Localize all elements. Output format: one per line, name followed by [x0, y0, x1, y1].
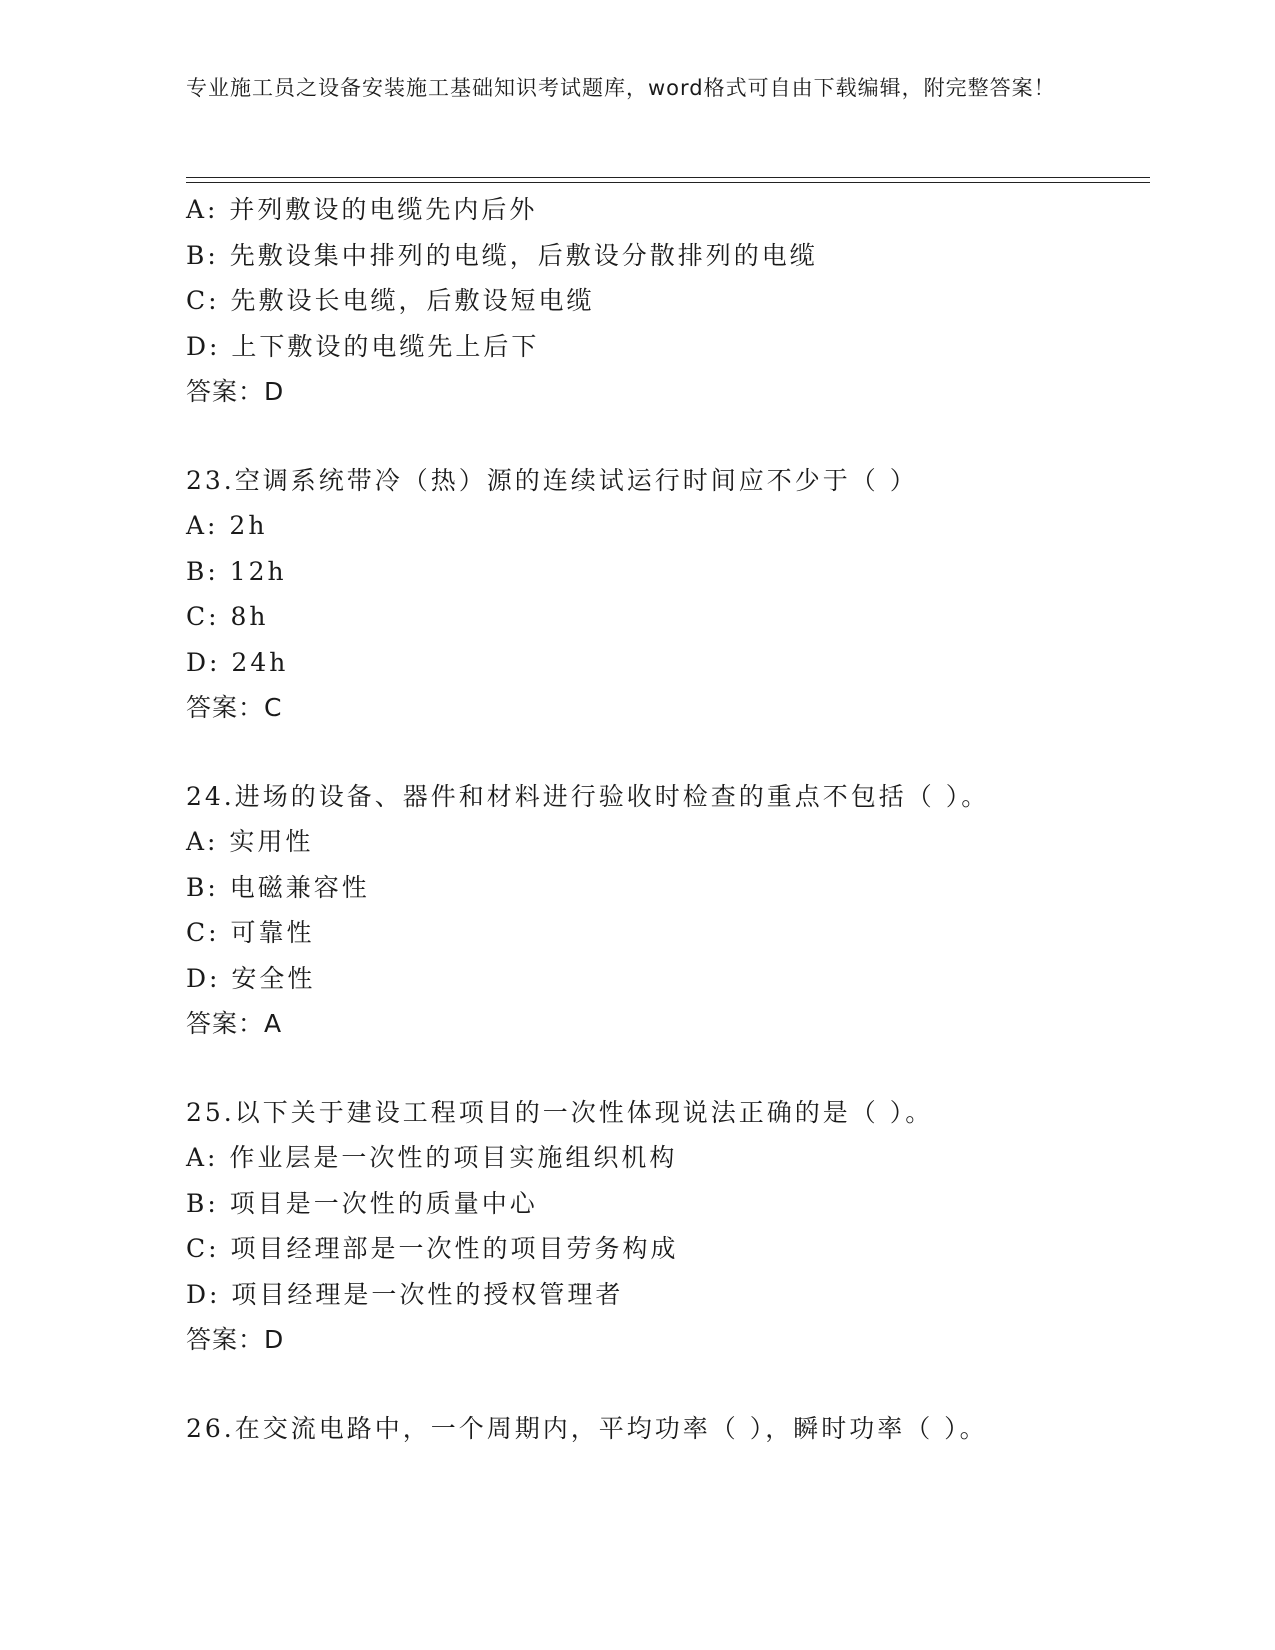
question-text: 25.以下关于建设工程项目的一次性体现说法正确的是（ ）。 — [186, 1097, 934, 1127]
option-d: D: 项目经理是一次性的授权管理者 — [186, 1279, 624, 1309]
option-d: D: 上下敷设的电缆先上后下 — [186, 331, 540, 361]
spacer — [186, 1047, 1150, 1090]
header-rule-bottom — [186, 182, 1150, 183]
option-b: B: 12h — [186, 556, 287, 586]
question-block — [186, 1406, 1150, 1452]
option-a: A: 实用性 — [186, 827, 314, 856]
question-block — [186, 774, 1150, 1047]
question-list — [186, 187, 1150, 1451]
option-c: C: 项目经理部是一次性的项目劳务构成 — [186, 1234, 679, 1263]
spacer — [186, 1363, 1150, 1406]
option-c: C: 可靠性 — [186, 918, 315, 947]
option-a: A: 2h — [186, 511, 268, 540]
answer-text: 答案：A — [186, 1009, 283, 1038]
option-b: B: 先敷设集中排列的电缆，后敷设分散排列的电缆 — [186, 240, 818, 270]
option-a: A: 作业层是一次性的项目实施组织机构 — [186, 1143, 678, 1172]
question-block — [186, 458, 1150, 731]
answer-text: 答案：C — [186, 693, 283, 722]
answer-text: 答案：D — [186, 377, 285, 406]
option-b: B: 项目是一次性的质量中心 — [186, 1188, 538, 1218]
option-c: C: 8h — [186, 602, 269, 631]
question-block — [186, 1090, 1150, 1363]
option-c: C: 先敷设长电缆，后敷设短电缆 — [186, 286, 595, 315]
option-d: D: 安全性 — [186, 963, 316, 993]
option-b: B: 电磁兼容性 — [186, 872, 370, 902]
header-rule-top — [186, 177, 1150, 178]
spacer — [186, 415, 1150, 458]
question-text: 23.空调系统带冷（热）源的连续试运行时间应不少于（ ） — [186, 465, 918, 495]
question-block — [186, 187, 1150, 415]
option-a: A: 并列敷设的电缆先内后外 — [186, 195, 538, 224]
answer-text: 答案：D — [186, 1325, 285, 1354]
question-text: 26.在交流电路中，一个周期内，平均功率（ ），瞬时功率（ ）。 — [186, 1413, 988, 1443]
option-d: D: 24h — [186, 647, 289, 677]
spacer — [186, 731, 1150, 774]
document-header: 专业施工员之设备安装施工基础知识考试题库，word格式可自由下载编辑，附完整答案！ — [186, 76, 1056, 100]
question-text: 24.进场的设备、器件和材料进行验收时检查的重点不包括（ ）。 — [186, 781, 990, 811]
